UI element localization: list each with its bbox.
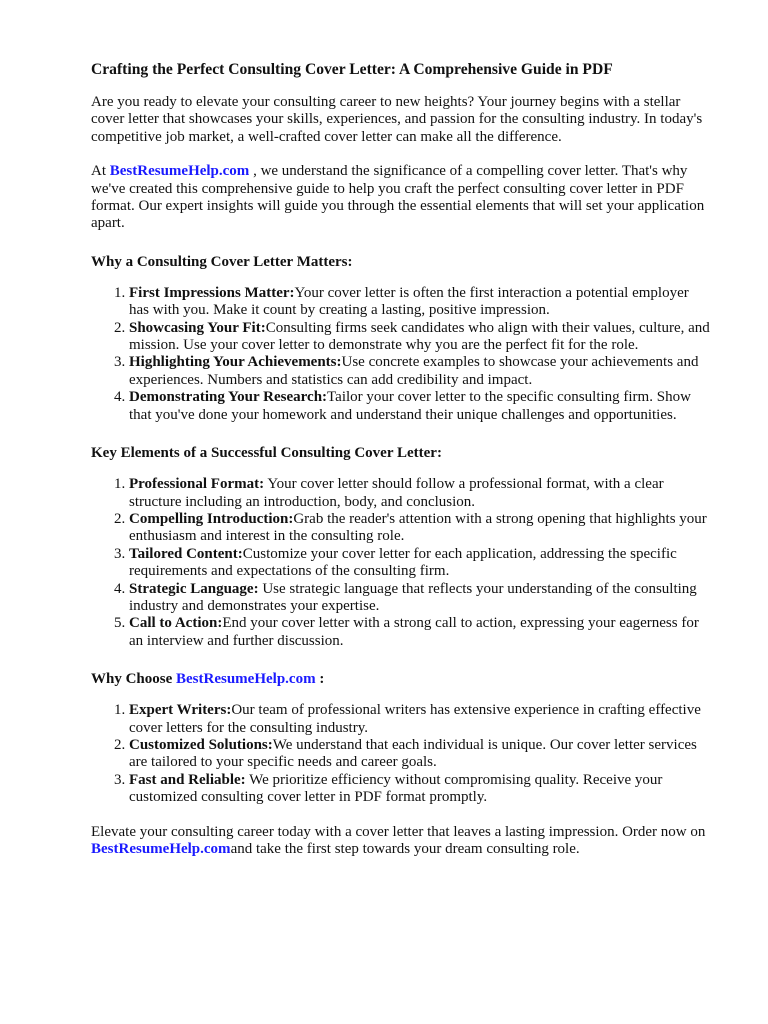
company-paragraph (91, 163, 711, 233)
list-item (129, 737, 711, 772)
section-heading-key-elements: Key Elements of a Successful Consulting Cover Letter: (91, 445, 442, 462)
list-item-text: Your cover letter should follow a professional format, with a clear structure including an introduction, body, and conclusion. (129, 476, 664, 510)
why-matters-list (91, 285, 711, 424)
list-item-text: Your cover letter is often the first interaction a potential employer has with you. Make it count by creating a lasting, positive impression. (129, 284, 689, 319)
closing-paragraph (91, 824, 711, 859)
list-item-text: We prioritize efficiency without compromising quality. Receive your customized consulting cover letter in PDF format promptly. (129, 771, 663, 806)
bestresumehelp-closing-link[interactable]: BestResumeHelp.com (91, 841, 231, 857)
list-item-lead: Strategic Language: (129, 580, 259, 597)
list-item-text: Tailor your cover letter to the specific consulting firm. Show that you've done your homework and understand their unique challenges and opportunities. (129, 389, 691, 423)
intro-paragraph: Are you ready to elevate your consulting career to new heights? Your journey begins with a stellar cover letter that showcases your skills, experiences, and passion for the consulting industry. In today's competitive job market, a well-crafted cover letter can make all the difference. (91, 94, 703, 145)
list-item-lead: Showcasing Your Fit: (129, 319, 266, 336)
list-item-lead: Expert Writers: (129, 702, 232, 719)
list-item-lead: Highlighting Your Achievements: (129, 354, 342, 371)
list-item-lead: Call to Action: (129, 615, 223, 632)
list-item (129, 476, 711, 511)
bestresumehelp-heading-link[interactable]: BestResumeHelp.com (176, 671, 316, 688)
list-item (129, 511, 711, 546)
list-item (129, 702, 711, 737)
list-item-text: End your cover letter with a strong call to action, expressing your eagerness for an interview and further discussion. (129, 615, 699, 649)
list-item-lead: Demonstrating Your Research: (129, 389, 328, 406)
list-item-lead: Customized Solutions: (129, 736, 273, 753)
list-item-lead: Professional Format: (129, 476, 265, 493)
list-item-text: Use concrete examples to showcase your achievements and experiences. Numbers and statistics can add credibility and impact. (129, 354, 699, 388)
list-item-lead: Tailored Content: (129, 545, 243, 562)
company-paragraph-prefix: At (91, 163, 110, 180)
list-item (129, 389, 711, 424)
list-item-text: Our team of professional writers has extensive experience in crafting effective cover letters for the consulting industry. (129, 702, 701, 736)
list-item-text: Consulting firms seek candidates who align with their values, culture, and mission. Use your cover letter to demonstrate why you are the perfect fit for the role. (129, 319, 710, 354)
closing-prefix: Elevate your consulting career today with a cover letter that leaves a lasting impression. Order now on (91, 823, 706, 840)
list-item (129, 772, 711, 807)
page-title: Crafting the Perfect Consulting Cover Letter: A Comprehensive Guide in PDF (91, 61, 613, 78)
list-item-text: We understand that each individual is unique. Our cover letter services are tailored to your specific needs and career goals. (129, 736, 697, 771)
closing-suffix: and take the first step towards your dream consulting role. (230, 841, 580, 857)
list-item-text: Grab the reader's attention with a strong opening that highlights your enthusiasm and interest in the consulting role. (129, 510, 707, 545)
list-item-text: Customize your cover letter for each application, addressing the specific requirements and expectations of the consulting firm. (129, 545, 677, 580)
list-item (129, 581, 711, 616)
list-item-lead: Compelling Introduction: (129, 510, 294, 527)
list-item (129, 354, 711, 389)
list-item-lead: First Impressions Matter: (129, 284, 295, 301)
list-item (129, 615, 711, 650)
list-item-lead: Fast and Reliable: (129, 771, 246, 788)
company-paragraph-text: , we understand the significance of a compelling cover letter. That's why we've created this comprehensive guide to help you craft the perfect consulting cover letter in PDF format. Our expert insights will guide you through the essential elements that will set your application apart. (91, 163, 705, 232)
why-choose-suffix: : (315, 671, 325, 688)
section-heading-why-choose (91, 669, 711, 689)
why-choose-list (91, 702, 711, 806)
list-item (129, 320, 711, 355)
list-item-text: Use strategic language that reflects your understanding of the consulting industry and demonstrates your expertise. (129, 580, 697, 614)
document-body (91, 60, 711, 858)
section-heading-why-matters: Why a Consulting Cover Letter Matters: (91, 253, 353, 270)
why-choose-prefix: Why Choose (91, 671, 177, 688)
list-item (129, 285, 711, 320)
key-elements-list (91, 476, 711, 650)
bestresumehelp-link[interactable]: BestResumeHelp.com (109, 163, 250, 180)
list-item (129, 546, 711, 581)
